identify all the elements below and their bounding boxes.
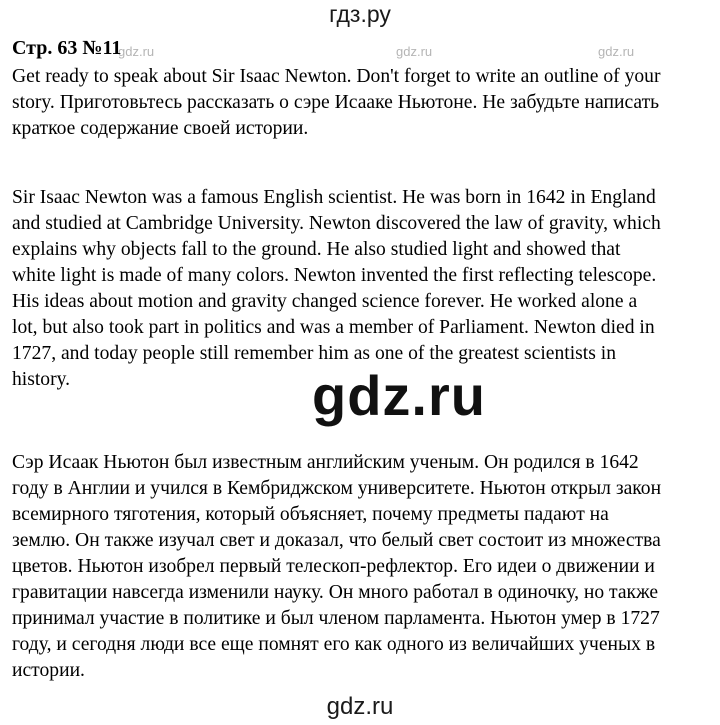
text-line: землю. Он также изучал свет и доказал, что белый свет состоит из множества [12,530,661,551]
text-line: Get ready to speak about Sir Isaac Newton. Don't forget to write an outline of your [12,66,661,87]
text-line: lot, but also took part in politics and was a member of Parliament. Newton died in [12,317,655,338]
watermark-small: gdz.ru [396,44,433,59]
text-line: гравитации навсегда изменили науку. Он много работал в одиночку, но также [12,582,659,603]
text-line: принимал участие в политике и был членом парламента. Ньютон умер в 1727 [12,608,660,629]
text-line: истории. [12,660,85,681]
text-line: году в Англии и учился в Кембриджском университете. Ньютон открыл закон [12,478,662,499]
task-paragraph [12,64,712,142]
text-line: story. Приготовьтесь рассказать о сэре Исааке Ньютоне. Не забудьте написать [12,92,660,113]
text-line: 1727, and today people still remember him as one of the greatest scientists in [12,343,616,364]
text-line: году, и сегодня люди все еще помнят его как одного из величайших ученых в [12,634,656,655]
text-line: and studied at Cambridge University. Newton discovered the law of gravity, which [12,213,661,234]
text-line: всемирного тяготения, который объясняет, почему предметы падают на [12,504,609,525]
russian-paragraph [12,450,712,684]
text-line: explains why objects fall to the ground. He also studied light and showed that [12,239,621,260]
site-header: гдз.ру [329,1,391,27]
text-line: цветов. Ньютон изобрел первый телескоп-рефлектор. Его идеи о движении и [12,556,655,577]
site-footer: gdz.ru [326,693,394,720]
text-line: краткое содержание своей истории. [12,118,309,139]
text-line: Sir Isaac Newton was a famous English scientist. He was born in 1642 in England [12,187,656,208]
english-paragraph [12,185,712,393]
text-line: His ideas about motion and gravity changed science forever. He worked alone a [12,291,638,312]
watermark-large: gdz.ru [312,364,486,427]
text-line: white light is made of many colors. Newton invented the first reflecting telescope. [12,265,657,286]
text-line: history. [12,369,71,390]
page-title: Стр. 63 №11 [12,37,122,59]
watermark-small: gdz.ru [118,44,155,59]
text-line: Сэр Исаак Ньютон был известным английским ученым. Он родился в 1642 [12,452,639,473]
watermark-small: gdz.ru [598,44,635,59]
